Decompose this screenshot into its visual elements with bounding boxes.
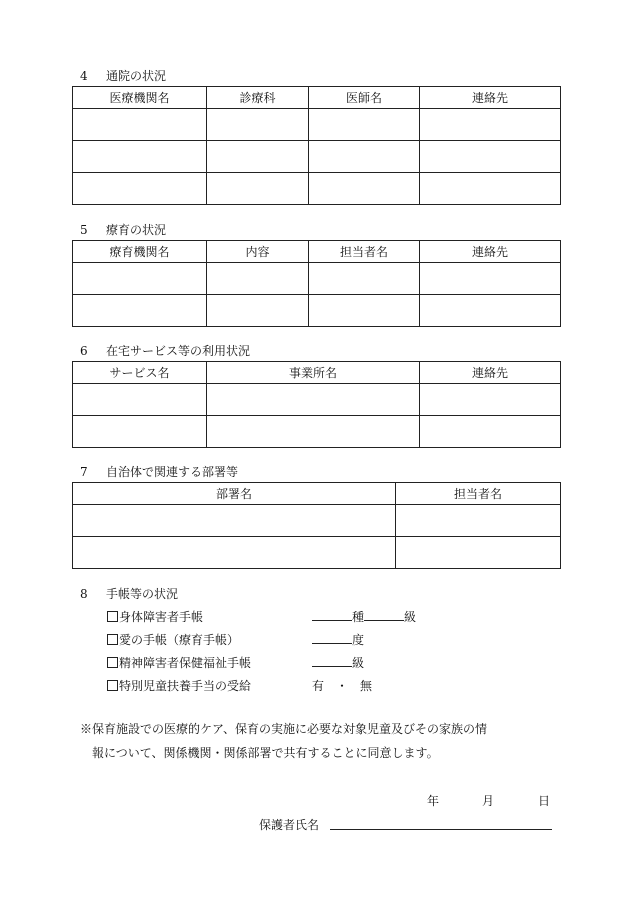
- column-header: 診療科: [207, 87, 309, 109]
- grade-fields: [312, 654, 364, 671]
- item-label: 精神障害者保健福祉手帳: [119, 656, 252, 670]
- column-header: サービス名: [73, 362, 207, 384]
- table-header-row: [73, 87, 561, 109]
- table-row: [73, 173, 561, 205]
- table-cell[interactable]: [207, 384, 420, 416]
- department-table: [72, 482, 561, 569]
- guardian-name-label: 保護者氏名: [259, 818, 320, 832]
- column-header: 事業所名: [207, 362, 420, 384]
- home-service-table: [72, 361, 561, 448]
- table-row: [73, 295, 561, 327]
- type-blank[interactable]: [312, 609, 352, 621]
- consent-line-1: ※保育施設での医療的ケア、保育の実施に必要な対象児童及びその家族の情: [80, 722, 488, 736]
- handbook-item-ai: [107, 631, 365, 648]
- type-unit: 種: [352, 610, 365, 624]
- grade-unit: 級: [404, 610, 417, 624]
- day-label: 日: [538, 794, 551, 808]
- table-cell[interactable]: [309, 173, 420, 205]
- guardian-name-field[interactable]: [330, 829, 552, 830]
- table-cell[interactable]: [73, 141, 207, 173]
- grade-blank[interactable]: [312, 655, 352, 667]
- degree-fields: [312, 631, 364, 648]
- column-header: 内容: [207, 241, 309, 263]
- table-cell[interactable]: [207, 416, 420, 448]
- checkbox[interactable]: [107, 634, 118, 645]
- consent-line-2: 報について、関係機関・関係部署で共有することに同意します。: [92, 746, 439, 760]
- therapy-table: [72, 240, 561, 327]
- section-6-title: [80, 342, 250, 359]
- table-row: [73, 384, 561, 416]
- table-cell[interactable]: [420, 141, 561, 173]
- table-cell[interactable]: [396, 505, 561, 537]
- table-cell[interactable]: [73, 505, 396, 537]
- section-number: 6: [80, 344, 88, 358]
- table-cell[interactable]: [207, 109, 309, 141]
- table-row: [73, 109, 561, 141]
- section-5-title: [80, 221, 166, 238]
- table-cell[interactable]: [420, 263, 561, 295]
- yes-no-choice[interactable]: 有 ・ 無: [312, 679, 373, 693]
- table-cell[interactable]: [420, 109, 561, 141]
- checkbox[interactable]: [107, 611, 118, 622]
- item-label: 愛の手帳（療育手帳）: [119, 633, 240, 647]
- checkbox[interactable]: [107, 680, 118, 691]
- table-row: [73, 263, 561, 295]
- section-title-text: 療育の状況: [106, 223, 167, 237]
- handbook-item-allowance: [107, 677, 373, 694]
- section-number: 8: [80, 587, 88, 601]
- table-row: [73, 537, 561, 569]
- column-header: 療育機関名: [73, 241, 207, 263]
- column-header: 部署名: [73, 483, 396, 505]
- table-cell[interactable]: [420, 295, 561, 327]
- table-cell[interactable]: [73, 295, 207, 327]
- table-row: [73, 505, 561, 537]
- grade-fields: [312, 608, 416, 625]
- section-7-title: [80, 463, 238, 480]
- consent-note: [80, 717, 560, 765]
- table-cell[interactable]: [73, 416, 207, 448]
- table-cell[interactable]: [309, 109, 420, 141]
- column-header: 担当者名: [309, 241, 420, 263]
- grade-unit: 級: [352, 656, 365, 670]
- month-label: 月: [482, 794, 495, 808]
- section-number: 4: [80, 69, 88, 83]
- column-header: 担当者名: [396, 483, 561, 505]
- section-number: 5: [80, 223, 88, 237]
- table-cell[interactable]: [207, 295, 309, 327]
- handbook-item-physical: [107, 608, 417, 625]
- table-cell[interactable]: [420, 416, 561, 448]
- table-cell[interactable]: [309, 263, 420, 295]
- table-cell[interactable]: [73, 263, 207, 295]
- column-header: 連絡先: [420, 362, 561, 384]
- item-label: 特別児童扶養手当の受給: [119, 679, 252, 693]
- handbook-item-mental: [107, 654, 365, 671]
- table-row: [73, 416, 561, 448]
- section-title-text: 通院の状況: [106, 69, 167, 83]
- table-header-row: [73, 483, 561, 505]
- column-header: 医師名: [309, 87, 420, 109]
- table-cell[interactable]: [73, 173, 207, 205]
- table-cell[interactable]: [207, 263, 309, 295]
- section-8-title: [80, 585, 178, 602]
- hospital-table: [72, 86, 561, 205]
- item-label: 身体障害者手帳: [119, 610, 204, 624]
- section-number: 7: [80, 465, 88, 479]
- checkbox[interactable]: [107, 657, 118, 668]
- table-cell[interactable]: [73, 384, 207, 416]
- section-title-text: 自治体で関連する部署等: [106, 465, 239, 479]
- section-4-title: [80, 67, 166, 84]
- section-title-text: 手帳等の状況: [106, 587, 179, 601]
- degree-unit: 度: [352, 633, 365, 647]
- table-cell[interactable]: [207, 173, 309, 205]
- degree-blank[interactable]: [312, 632, 352, 644]
- table-cell[interactable]: [207, 141, 309, 173]
- table-cell[interactable]: [396, 537, 561, 569]
- table-row: [73, 141, 561, 173]
- column-header: 連絡先: [420, 87, 561, 109]
- grade-blank[interactable]: [364, 609, 404, 621]
- year-label: 年: [427, 794, 440, 808]
- table-cell[interactable]: [420, 173, 561, 205]
- table-header-row: [73, 362, 561, 384]
- table-cell[interactable]: [420, 384, 561, 416]
- column-header: 連絡先: [420, 241, 561, 263]
- section-title-text: 在宅サービス等の利用状況: [106, 344, 251, 358]
- table-cell[interactable]: [309, 141, 420, 173]
- table-cell[interactable]: [309, 295, 420, 327]
- table-cell[interactable]: [73, 537, 396, 569]
- column-header: 医療機関名: [73, 87, 207, 109]
- table-cell[interactable]: [73, 109, 207, 141]
- table-header-row: [73, 241, 561, 263]
